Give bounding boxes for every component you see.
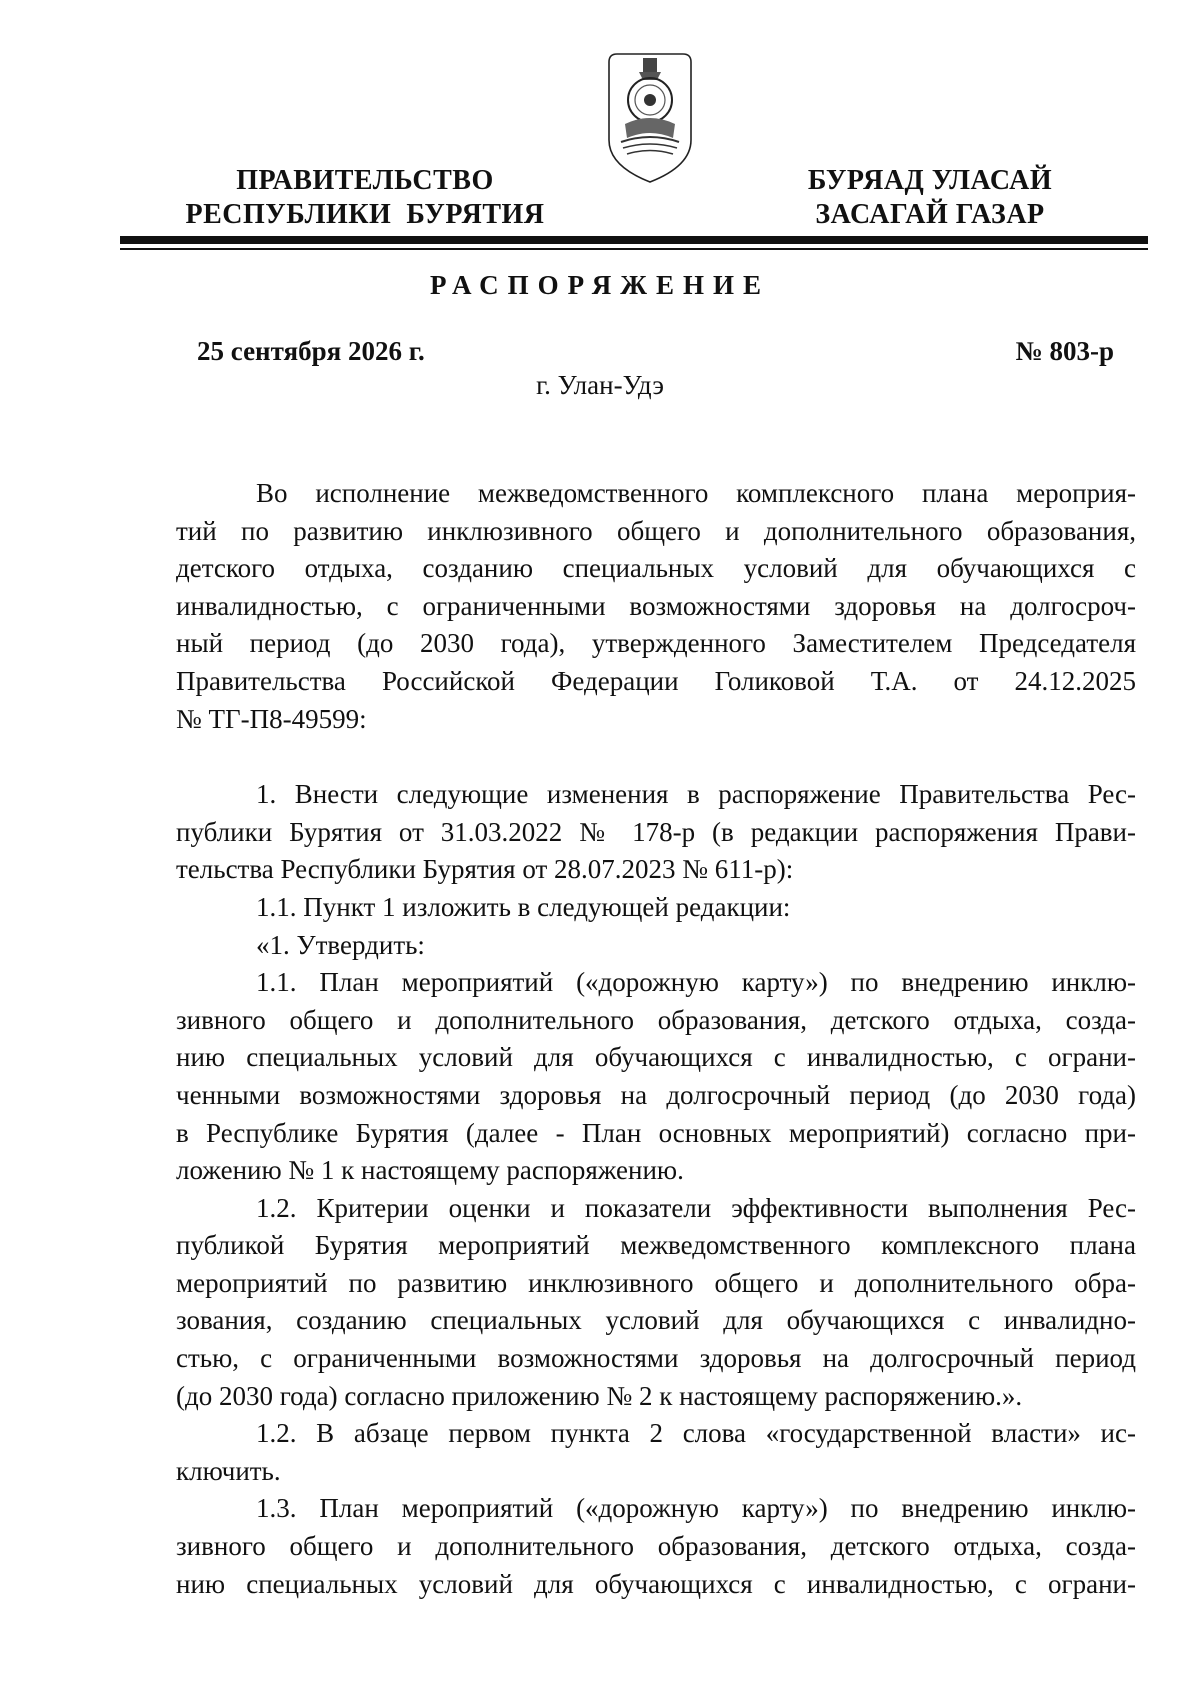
body-line: в Республике Бурятия (далее - План основных мероприятий) согласно при-	[176, 1117, 1136, 1148]
organization-name-ru-line1: ПРАВИТЕЛЬСТВО	[236, 165, 494, 196]
body-line: стью, с ограниченными возможностями здоровья на долгосрочный период	[176, 1343, 1136, 1374]
document-type-title: РАСПОРЯЖЕНИЕ	[429, 270, 771, 300]
organization-name-buryat	[780, 164, 1080, 232]
body-line: Во исполнение межведомственного комплексного плана мероприя-	[256, 478, 1136, 508]
body-line: тий по развитию инклюзивного общего и дополнительного образования,	[176, 515, 1136, 546]
body-line: 1.1. План мероприятий («дорожную карту») по внедрению инклю-	[256, 967, 1136, 998]
organization-name-russian	[175, 164, 555, 232]
document-city: г. Улан-Удэ	[536, 370, 664, 400]
coat-of-arms-icon	[605, 48, 695, 188]
body-line: тельства Республики Бурятия от 28.07.2023 № 611-р):	[176, 854, 794, 885]
body-line: публики Бурятия от 31.03.2022 № 178-р (в редакции распоряжения Прави-	[176, 816, 1136, 847]
organization-name-bua-line1: БУРЯАД УЛАСАЙ	[807, 165, 1053, 196]
header-divider-thick	[120, 236, 1148, 244]
body-line: зивного общего и дополнительного образования, детского отдыха, созда-	[176, 1004, 1136, 1035]
body-line: ный период (до 2030 года), утвержденного Заместителем Председателя	[176, 628, 1136, 659]
body-line: зования, созданию специальных условий для обучающихся с инвалидно-	[176, 1305, 1136, 1336]
body-line: мероприятий по развитию инклюзивного общего и дополнительного обра-	[176, 1267, 1136, 1298]
body-line: 1. Внести следующие изменения в распоряжение Правительства Рес-	[256, 779, 1136, 810]
document-date: 25 сентября 2026 г.	[197, 336, 425, 366]
body-line: 1.3. План мероприятий («дорожную карту») по внедрению инклю-	[256, 1493, 1136, 1524]
body-line: ключить.	[176, 1455, 281, 1486]
body-line: «1. Утвердить:	[256, 929, 425, 960]
body-line: инвалидностью, с ограниченными возможностями здоровья на долгосроч-	[176, 590, 1136, 621]
body-line: детского отдыха, созданию специальных условий для обучающихся с	[176, 553, 1136, 584]
paragraph-spacer	[176, 738, 1136, 776]
body-line: 1.2. В абзаце первом пункта 2 слова «государственной власти» ис-	[256, 1418, 1136, 1449]
body-line: нию специальных условий для обучающихся с инвалидностью, с ограни-	[176, 1568, 1136, 1599]
body-line: нию специальных условий для обучающихся с инвалидностью, с ограни-	[176, 1042, 1136, 1073]
body-line: 1.1. Пункт 1 изложить в следующей редакции:	[256, 891, 791, 922]
body-line: ложению № 1 к настоящему распоряжению.	[176, 1155, 684, 1186]
body-line: 1.2. Критерии оценки и показатели эффективности выполнения Рес-	[256, 1192, 1136, 1223]
organization-name-ru-line2: РЕСПУБЛИКИ БУРЯТИЯ	[185, 199, 545, 230]
body-line: (до 2030 года) согласно приложению № 2 к настоящему распоряжению.».	[176, 1380, 1023, 1411]
body-line: зивного общего и дополнительного образования, детского отдыха, созда-	[176, 1531, 1136, 1562]
header-divider-thin	[120, 248, 1148, 250]
document-number: № 803-р	[1015, 336, 1114, 366]
body-line: публикой Бурятия мероприятий межведомственного комплексного плана	[176, 1230, 1136, 1261]
organization-name-bua-line2: ЗАСАГАЙ ГАЗАР	[815, 199, 1045, 230]
body-line: ченными возможностями здоровья на долгосрочный период (до 2030 года)	[176, 1079, 1136, 1110]
body-line: № ТГ-П8-49599:	[176, 703, 367, 734]
document-body	[176, 475, 1136, 1603]
body-line: Правительства Российской Федерации Голиковой Т.А. от 24.12.2025	[176, 665, 1136, 696]
